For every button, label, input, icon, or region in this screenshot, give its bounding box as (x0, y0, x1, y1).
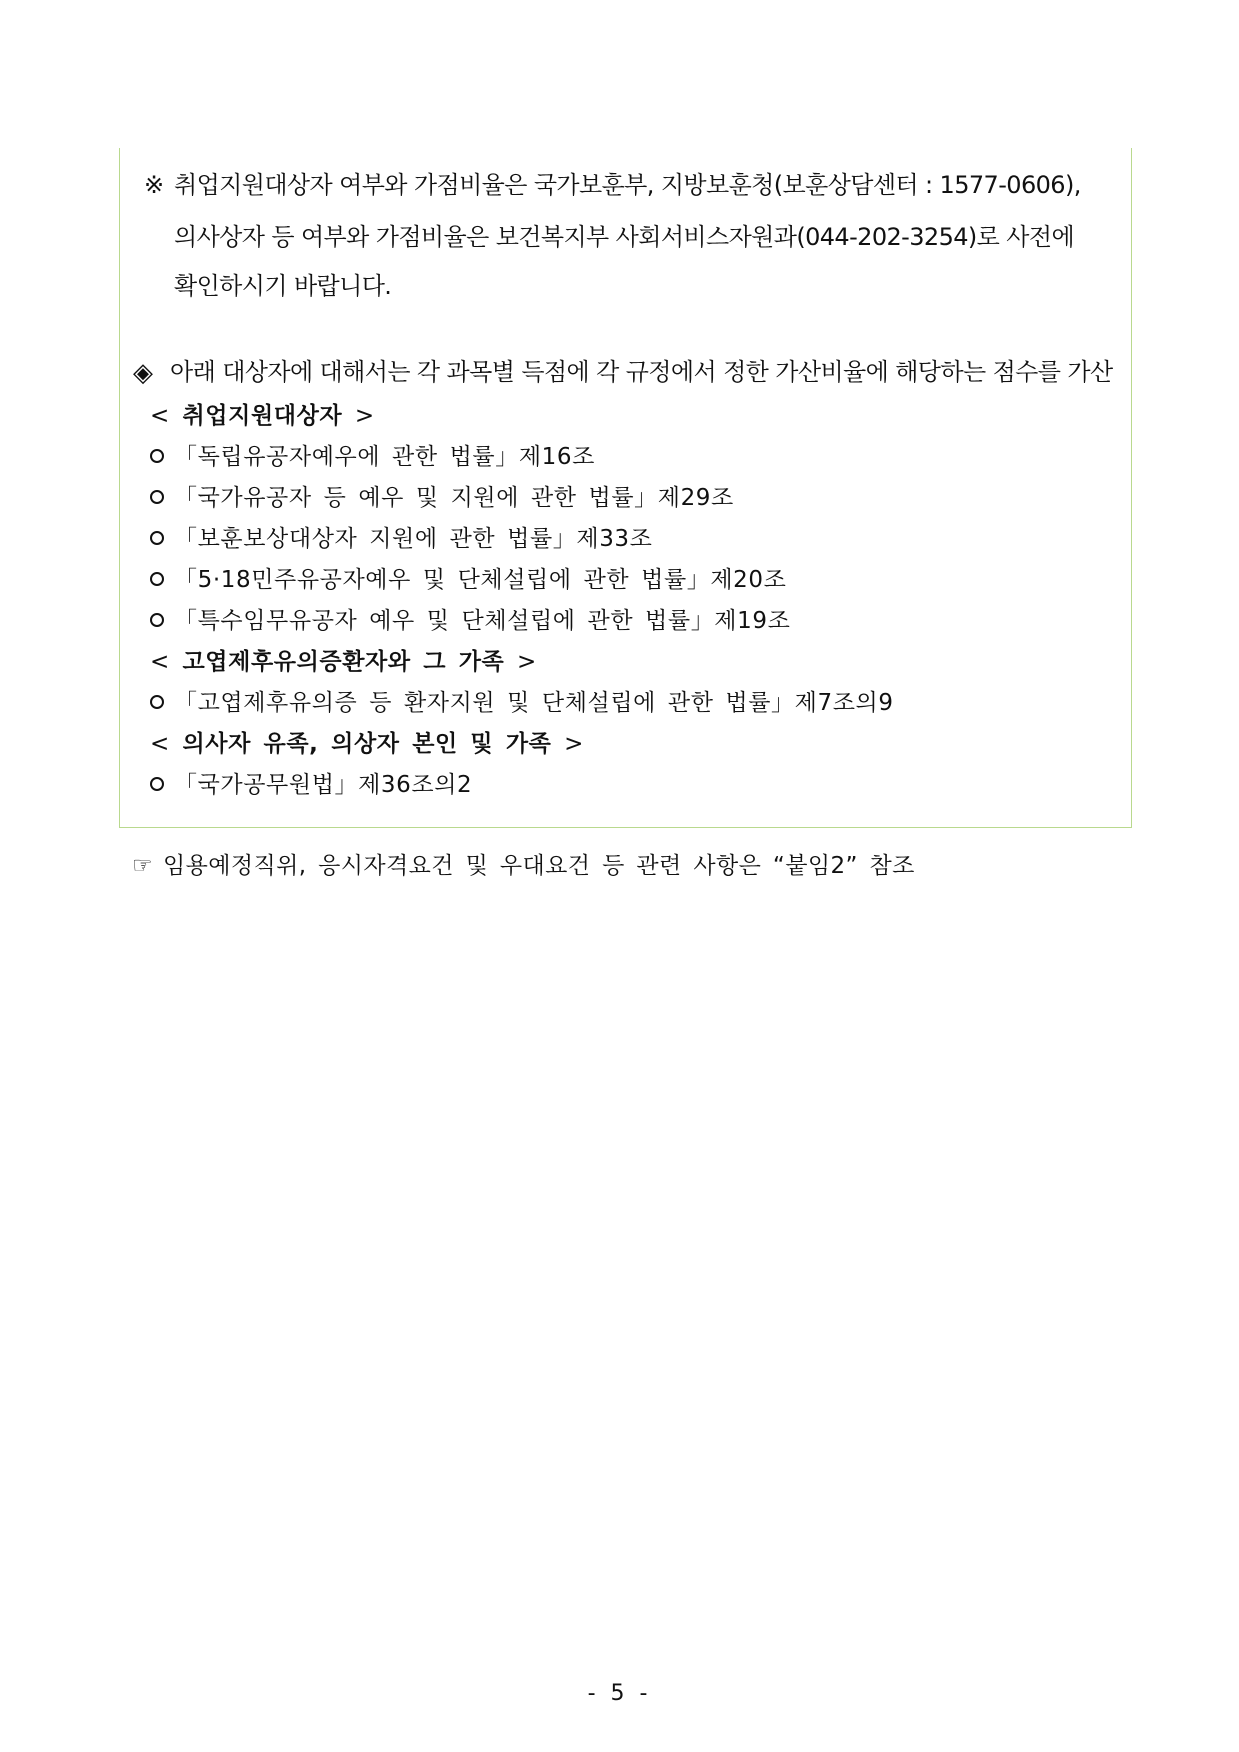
notice-line-3: 확인하시기 바랍니다. (174, 272, 392, 300)
circle-bullet-icon (150, 531, 164, 545)
circle-bullet-icon (150, 695, 164, 709)
notice-line-1: 취업지원대상자 여부와 가점비율은 국가보훈부, 지방보훈청(보훈상담센터 : 1577-0606), (174, 171, 1081, 199)
circle-bullet-icon (150, 613, 164, 627)
bonus-intro: 아래 대상자에 대해서는 각 과목별 득점에 각 규정에서 정한 가산비율에 해당하는 점수를 가산 (170, 358, 1113, 386)
page-number: - 5 - (587, 1681, 652, 1706)
group-heading-label: 취업지원대상자 (182, 403, 343, 429)
reference-note (132, 850, 915, 882)
list-item: 「고엽제후유의증 등 환자지원 및 단체설립에 관한 법률」제7조의9 (150, 687, 894, 719)
diamond-icon: ◈ (133, 358, 153, 388)
group-heading-label: 의사자 유족, 의상자 본인 및 가족 (182, 731, 552, 757)
note-mark: ※ (144, 171, 164, 199)
group-heading-agent-orange: < 고엽제후유의증환자와 그 가족 > (150, 649, 537, 675)
list-item: 「독립유공자예우에 관한 법률」제16조 (150, 441, 595, 473)
circle-bullet-icon (150, 490, 164, 504)
list-item: 「국가공무원법」제36조의2 (150, 769, 472, 801)
circle-bullet-icon (150, 572, 164, 586)
group-heading-label: 고엽제후유의증환자와 그 가족 (182, 649, 505, 675)
circle-bullet-icon (150, 777, 164, 791)
list-item: 「5·18민주유공자예우 및 단체설립에 관한 법률」제20조 (150, 564, 786, 596)
circle-bullet-icon (150, 449, 164, 463)
list-item: 「특수임무유공자 예우 및 단체설립에 관한 법률」제19조 (150, 605, 790, 637)
group-heading-employment-support: < 취업지원대상자 > (150, 403, 375, 429)
notice-line-2: 의사상자 등 여부와 가점비율은 보건복지부 사회서비스자원과(044-202-3254)로 사전에 (174, 223, 1075, 251)
list-item: 「국가유공자 등 예우 및 지원에 관한 법률」제29조 (150, 482, 734, 514)
pointing-hand-icon: ☞ (132, 853, 154, 879)
reference-text: 임용예정직위, 응시자격요건 및 우대요건 등 관련 사항은 “붙임2” 참조 (163, 853, 915, 879)
group-heading-righteous-persons: < 의사자 유족, 의상자 본인 및 가족 > (150, 731, 584, 757)
list-item: 「보훈보상대상자 지원에 관한 법률」제33조 (150, 523, 653, 555)
